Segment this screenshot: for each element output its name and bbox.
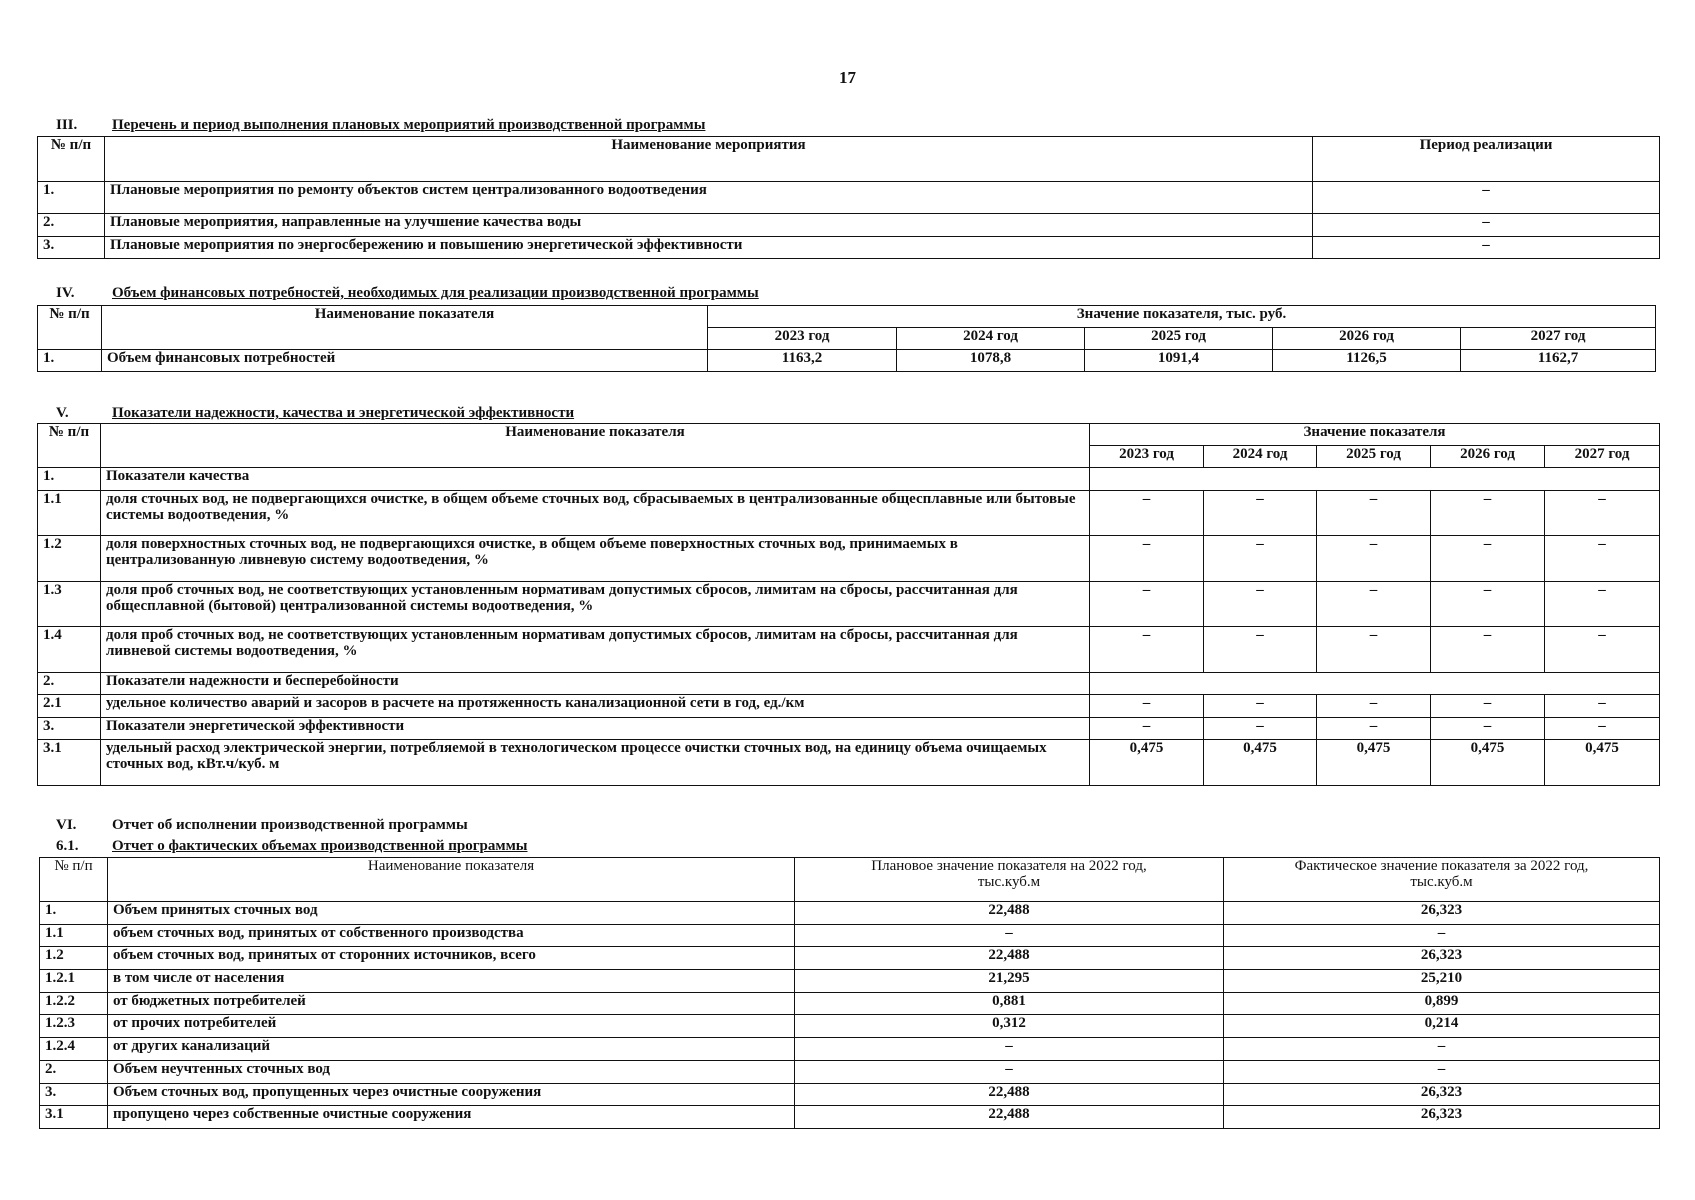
row-value: –: [1090, 627, 1204, 673]
header-name: Наименование показателя: [102, 306, 708, 350]
row-fact: 26,323: [1224, 947, 1660, 970]
header-year: 2027 год: [1461, 328, 1656, 350]
row-num: 1.2.1: [40, 970, 108, 993]
row-value: –: [1090, 491, 1204, 536]
row-plan: 0,312: [795, 1015, 1224, 1038]
row-value: –: [1317, 718, 1431, 740]
row-name: Объем сточных вод, пропущенных через очистные сооружения: [108, 1084, 795, 1106]
row-plan: –: [795, 1061, 1224, 1084]
row-name: пропущено через собственные очистные сооружения: [108, 1106, 795, 1129]
header-year: 2024 год: [897, 328, 1085, 350]
row-fact: –: [1224, 925, 1660, 947]
header-value: Значение показателя, тыс. руб.: [708, 306, 1656, 328]
table-row: [38, 582, 1660, 627]
table-row: [38, 718, 1660, 740]
page-number: 17: [839, 68, 856, 87]
section4-title: [56, 285, 759, 301]
table-row: [40, 925, 1660, 947]
row-name: объем сточных вод, принятых от сторонних источников, всего: [108, 947, 795, 970]
row-num: 2.1: [38, 695, 101, 718]
header-name: Наименование мероприятия: [105, 137, 1313, 182]
row-plan: 0,881: [795, 993, 1224, 1015]
table-header-row: [38, 306, 1656, 328]
row-name: Объем неучтенных сточных вод: [108, 1061, 795, 1084]
row-value: 1162,7: [1461, 350, 1656, 372]
row-value: –: [1431, 627, 1545, 673]
row-num: 1.1: [38, 491, 101, 536]
row-value: –: [1317, 695, 1431, 718]
row-value: 1126,5: [1273, 350, 1461, 372]
section6-title-text: Отчет об исполнении производственной программы: [112, 817, 468, 833]
row-value: 1091,4: [1085, 350, 1273, 372]
table-header-row: [40, 858, 1660, 902]
row-value: 0,475: [1090, 740, 1204, 786]
row-name: Плановые мероприятия, направленные на улучшение качества воды: [105, 214, 1313, 237]
table-row: [40, 1061, 1660, 1084]
row-num: 3.: [38, 718, 101, 740]
table-row: [38, 350, 1656, 372]
row-period: –: [1313, 214, 1660, 237]
row-plan: 22,488: [795, 1106, 1224, 1129]
header-num: № п/п: [38, 306, 102, 350]
row-num: 1.: [38, 182, 105, 214]
row-value: –: [1545, 491, 1660, 536]
row-num: 1.: [38, 468, 101, 491]
row-value: –: [1431, 695, 1545, 718]
row-num: 1.1: [40, 925, 108, 947]
header-plan: Плановое значение показателя на 2022 год, тыс.куб.м: [795, 858, 1224, 902]
row-num: 1.2: [38, 536, 101, 582]
row-name: Объем принятых сточных вод: [108, 902, 795, 925]
row-name: доля проб сточных вод, не соответствующих установленным нормативам допустимых сбросов, лимитам на сбросы, рассчитанная для ливневой системы водоотведения, %: [101, 627, 1090, 673]
row-name: от бюджетных потребителей: [108, 993, 795, 1015]
row-value: –: [1090, 582, 1204, 627]
table-row: [38, 468, 1660, 491]
row-value: –: [1204, 582, 1317, 627]
row-value: 1078,8: [897, 350, 1085, 372]
row-value: 0,475: [1431, 740, 1545, 786]
row-plan: 22,488: [795, 947, 1224, 970]
row-value: –: [1204, 491, 1317, 536]
section4-title-text: Объем финансовых потребностей, необходимых для реализации производственной программы: [112, 285, 759, 301]
row-fact: –: [1224, 1061, 1660, 1084]
row-value: –: [1317, 536, 1431, 582]
header-year: 2027 год: [1545, 446, 1660, 468]
row-value: –: [1317, 627, 1431, 673]
row-value: 0,475: [1317, 740, 1431, 786]
header-value: Значение показателя: [1090, 424, 1660, 446]
row-fact: 26,323: [1224, 1084, 1660, 1106]
indicators-table: [37, 423, 1660, 786]
header-period: Период реализации: [1313, 137, 1660, 182]
row-num: 3.1: [38, 740, 101, 786]
row-value: –: [1317, 582, 1431, 627]
row-fact: 26,323: [1224, 902, 1660, 925]
row-value: –: [1431, 718, 1545, 740]
row-name: объем сточных вод, принятых от собственного производства: [108, 925, 795, 947]
row-num: 3.: [38, 237, 105, 259]
row-value: –: [1204, 536, 1317, 582]
table-row: [38, 627, 1660, 673]
row-num: 1.2.3: [40, 1015, 108, 1038]
section6-sub-number: 6.1.: [56, 838, 79, 854]
row-period: –: [1313, 237, 1660, 259]
row-value: –: [1204, 627, 1317, 673]
row-value: –: [1431, 582, 1545, 627]
table-row: [38, 536, 1660, 582]
row-value: –: [1545, 536, 1660, 582]
row-num: 3.1: [40, 1106, 108, 1129]
row-empty-values: [1090, 673, 1660, 695]
section5-number: V.: [56, 405, 69, 421]
row-name: доля поверхностных сточных вод, не подвергающихся очистке, в общем объеме поверхностных сточных вод, принимаемых в централизованную ливневую систему водоотведения, %: [101, 536, 1090, 582]
section4-number: IV.: [56, 285, 75, 301]
row-name: удельное количество аварий и засоров в расчете на протяженность канализационной сети в год, ед./км: [101, 695, 1090, 718]
row-num: 1.: [40, 902, 108, 925]
header-year: 2023 год: [1090, 446, 1204, 468]
table-row: [38, 695, 1660, 718]
row-num: 2.: [38, 214, 105, 237]
row-num: 3.: [40, 1084, 108, 1106]
row-plan: –: [795, 1038, 1224, 1061]
report-table: [39, 857, 1660, 1129]
section3-title: [56, 117, 705, 133]
table-header-row: [38, 424, 1660, 446]
row-plan: 22,488: [795, 902, 1224, 925]
row-value: 0,475: [1204, 740, 1317, 786]
row-value: –: [1431, 536, 1545, 582]
row-value: –: [1317, 491, 1431, 536]
section6-number: VI.: [56, 817, 77, 833]
header-name: Наименование показателя: [101, 424, 1090, 468]
row-name: удельный расход электрической энергии, потребляемой в технологическом процессе очистки сточных вод, на единицу объема очищаемых сточных вод, кВт.ч/куб. м: [101, 740, 1090, 786]
row-name: от других канализаций: [108, 1038, 795, 1061]
header-year: 2025 год: [1085, 328, 1273, 350]
header-year: 2026 год: [1273, 328, 1461, 350]
row-empty-values: [1090, 468, 1660, 491]
row-value: –: [1545, 718, 1660, 740]
row-num: 1.4: [38, 627, 101, 673]
row-num: 1.2.4: [40, 1038, 108, 1061]
section6-subtitle-text: Отчет о фактических объемах производственной программы: [112, 838, 528, 854]
row-name: Объем финансовых потребностей: [102, 350, 708, 372]
table-row: [40, 1084, 1660, 1106]
row-fact: 0,214: [1224, 1015, 1660, 1038]
table-row: [38, 182, 1660, 214]
row-value: –: [1545, 695, 1660, 718]
table-row: [38, 491, 1660, 536]
row-plan: 22,488: [795, 1084, 1224, 1106]
section6-subtitle: [56, 838, 528, 854]
section5-title: [56, 405, 574, 421]
row-name: Показатели качества: [101, 468, 1090, 491]
row-fact: –: [1224, 1038, 1660, 1061]
header-name: Наименование показателя: [108, 858, 795, 902]
row-num: 2.: [38, 673, 101, 695]
table-row: [40, 947, 1660, 970]
row-fact: 25,210: [1224, 970, 1660, 993]
row-name: Показатели надежности и бесперебойности: [101, 673, 1090, 695]
row-name: Плановые мероприятия по ремонту объектов систем централизованного водоотведения: [105, 182, 1313, 214]
table-row: [38, 237, 1660, 259]
row-name: от прочих потребителей: [108, 1015, 795, 1038]
table-header-row: [38, 137, 1660, 182]
row-num: 1.2.2: [40, 993, 108, 1015]
header-num: № п/п: [40, 858, 108, 902]
table-row: [40, 1038, 1660, 1061]
table-row: [40, 1106, 1660, 1129]
table-row: [40, 902, 1660, 925]
header-year: 2024 год: [1204, 446, 1317, 468]
header-fact: Фактическое значение показателя за 2022 год, тыс.куб.м: [1224, 858, 1660, 902]
row-value: –: [1204, 695, 1317, 718]
row-value: –: [1090, 695, 1204, 718]
row-value: –: [1090, 718, 1204, 740]
row-num: 1.3: [38, 582, 101, 627]
row-name: Плановые мероприятия по энергосбережению и повышению энергетической эффективности: [105, 237, 1313, 259]
table-row: [38, 740, 1660, 786]
table-row: [40, 970, 1660, 993]
header-num: № п/п: [38, 424, 101, 468]
section5-title-text: Показатели надежности, качества и энергетической эффективности: [112, 405, 575, 421]
row-plan: –: [795, 925, 1224, 947]
row-name: в том числе от населения: [108, 970, 795, 993]
row-value: –: [1431, 491, 1545, 536]
row-period: –: [1313, 182, 1660, 214]
row-fact: 26,323: [1224, 1106, 1660, 1129]
row-value: –: [1090, 536, 1204, 582]
table-row: [40, 1015, 1660, 1038]
row-num: 1.: [38, 350, 102, 372]
row-value: 0,475: [1545, 740, 1660, 786]
header-year: 2023 год: [708, 328, 897, 350]
row-value: –: [1545, 582, 1660, 627]
row-num: 2.: [40, 1061, 108, 1084]
row-name: доля проб сточных вод, не соответствующих установленным нормативам допустимых сбросов, лимитам на сбросы, рассчитанная для общесплавной (бытовой) централизованной системы водоотведения, %: [101, 582, 1090, 627]
table-row: [38, 214, 1660, 237]
header-year: 2026 год: [1431, 446, 1545, 468]
row-fact: 0,899: [1224, 993, 1660, 1015]
financial-needs-table: [37, 305, 1656, 372]
table-row: [38, 673, 1660, 695]
section6-title: [56, 817, 468, 833]
row-name: доля сточных вод, не подвергающихся очистке, в общем объеме сточных вод, сбрасываемых в централизованные общесплавные или бытовые системы водоотведения, %: [101, 491, 1090, 536]
row-plan: 21,295: [795, 970, 1224, 993]
row-name: Показатели энергетической эффективности: [101, 718, 1090, 740]
row-value: 1163,2: [708, 350, 897, 372]
row-value: –: [1204, 718, 1317, 740]
header-num: № п/п: [38, 137, 105, 182]
section3-number: III.: [56, 117, 78, 133]
row-value: –: [1545, 627, 1660, 673]
row-num: 1.2: [40, 947, 108, 970]
table-row: [40, 993, 1660, 1015]
header-year: 2025 год: [1317, 446, 1431, 468]
section3-title-text: Перечень и период выполнения плановых мероприятий производственной программы: [112, 117, 706, 133]
activities-table: [37, 136, 1660, 259]
